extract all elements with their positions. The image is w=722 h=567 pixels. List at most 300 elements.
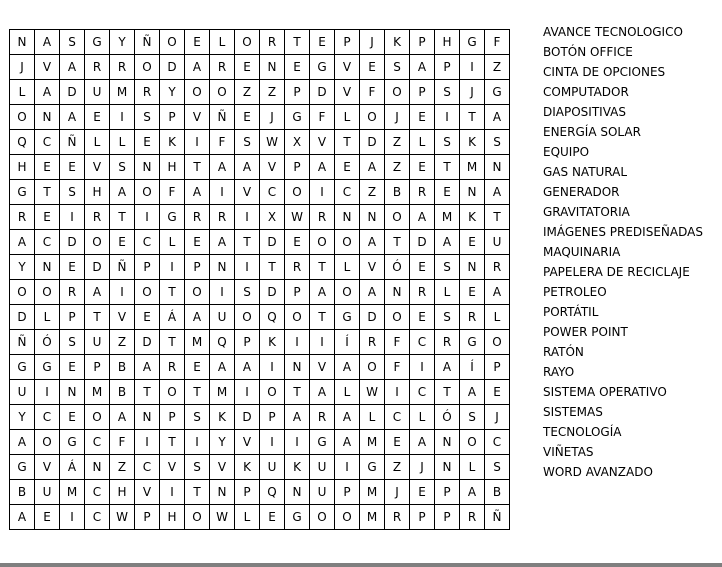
grid-cell[interactable]: D	[60, 80, 85, 105]
grid-cell[interactable]: L	[235, 505, 260, 530]
grid-cell[interactable]: R	[435, 330, 460, 355]
grid-cell[interactable]: T	[135, 380, 160, 405]
grid-cell[interactable]: C	[485, 430, 510, 455]
grid-cell[interactable]: T	[435, 155, 460, 180]
grid-cell[interactable]: O	[385, 205, 410, 230]
grid-cell[interactable]: Z	[485, 55, 510, 80]
grid-cell[interactable]: I	[135, 205, 160, 230]
grid-cell[interactable]: I	[310, 330, 335, 355]
grid-cell[interactable]: R	[485, 255, 510, 280]
grid-cell[interactable]: R	[360, 330, 385, 355]
grid-cell[interactable]: T	[310, 305, 335, 330]
grid-cell[interactable]: J	[385, 105, 410, 130]
grid-cell[interactable]: O	[285, 305, 310, 330]
grid-cell[interactable]: E	[435, 180, 460, 205]
grid-cell[interactable]: I	[235, 255, 260, 280]
grid-cell[interactable]: M	[360, 430, 385, 455]
grid-cell[interactable]: A	[435, 230, 460, 255]
grid-cell[interactable]: M	[435, 205, 460, 230]
grid-cell[interactable]: N	[385, 280, 410, 305]
grid-cell[interactable]: E	[35, 155, 60, 180]
grid-cell[interactable]: Z	[110, 330, 135, 355]
grid-cell[interactable]: K	[285, 455, 310, 480]
grid-cell[interactable]: K	[235, 455, 260, 480]
grid-cell[interactable]: E	[60, 155, 85, 180]
grid-cell[interactable]: D	[60, 230, 85, 255]
grid-cell[interactable]: T	[185, 480, 210, 505]
grid-cell[interactable]: V	[335, 55, 360, 80]
grid-cell[interactable]: I	[435, 105, 460, 130]
grid-cell[interactable]: E	[385, 430, 410, 455]
grid-cell[interactable]: E	[460, 230, 485, 255]
grid-cell[interactable]: N	[460, 255, 485, 280]
grid-cell[interactable]: I	[160, 480, 185, 505]
grid-cell[interactable]: R	[85, 55, 110, 80]
grid-cell[interactable]: U	[485, 230, 510, 255]
grid-cell[interactable]: R	[285, 255, 310, 280]
grid-cell[interactable]: J	[460, 80, 485, 105]
grid-cell[interactable]: Y	[210, 430, 235, 455]
grid-cell[interactable]: P	[285, 280, 310, 305]
grid-cell[interactable]: A	[485, 280, 510, 305]
grid-cell[interactable]: A	[410, 205, 435, 230]
grid-cell[interactable]: V	[360, 255, 385, 280]
grid-cell[interactable]: P	[485, 355, 510, 380]
grid-cell[interactable]: P	[435, 480, 460, 505]
grid-cell[interactable]: G	[60, 430, 85, 455]
grid-cell[interactable]: Q	[260, 480, 285, 505]
grid-cell[interactable]: L	[360, 405, 385, 430]
grid-cell[interactable]: C	[135, 230, 160, 255]
grid-cell[interactable]: S	[185, 455, 210, 480]
grid-cell[interactable]: Ó	[385, 255, 410, 280]
grid-cell[interactable]: R	[385, 505, 410, 530]
grid-cell[interactable]: I	[235, 380, 260, 405]
grid-cell[interactable]: P	[235, 480, 260, 505]
grid-cell[interactable]: Ñ	[10, 330, 35, 355]
grid-cell[interactable]: H	[110, 480, 135, 505]
grid-cell[interactable]: B	[110, 380, 135, 405]
grid-cell[interactable]: J	[410, 455, 435, 480]
grid-cell[interactable]: A	[60, 55, 85, 80]
grid-cell[interactable]: U	[260, 455, 285, 480]
grid-cell[interactable]: N	[135, 155, 160, 180]
grid-cell[interactable]: B	[110, 355, 135, 380]
grid-cell[interactable]: K	[210, 405, 235, 430]
grid-cell[interactable]: W	[260, 130, 285, 155]
grid-cell[interactable]: A	[435, 355, 460, 380]
grid-cell[interactable]: A	[485, 105, 510, 130]
grid-cell[interactable]: A	[10, 505, 35, 530]
grid-cell[interactable]: P	[410, 30, 435, 55]
grid-cell[interactable]: H	[160, 505, 185, 530]
grid-cell[interactable]: O	[485, 330, 510, 355]
grid-cell[interactable]: E	[410, 155, 435, 180]
grid-cell[interactable]: I	[60, 505, 85, 530]
grid-cell[interactable]: O	[185, 80, 210, 105]
grid-cell[interactable]: A	[460, 380, 485, 405]
grid-cell[interactable]: A	[310, 380, 335, 405]
grid-cell[interactable]: E	[35, 205, 60, 230]
grid-cell[interactable]: H	[435, 30, 460, 55]
grid-cell[interactable]: T	[285, 380, 310, 405]
grid-cell[interactable]: U	[310, 480, 335, 505]
grid-cell[interactable]: N	[285, 480, 310, 505]
grid-cell[interactable]: A	[235, 355, 260, 380]
grid-cell[interactable]: A	[135, 355, 160, 380]
grid-cell[interactable]: R	[310, 205, 335, 230]
grid-cell[interactable]: C	[385, 405, 410, 430]
grid-cell[interactable]: O	[260, 380, 285, 405]
grid-cell[interactable]: T	[310, 255, 335, 280]
grid-cell[interactable]: L	[35, 305, 60, 330]
grid-cell[interactable]: E	[485, 380, 510, 405]
grid-cell[interactable]: T	[335, 130, 360, 155]
grid-cell[interactable]: A	[185, 180, 210, 205]
grid-cell[interactable]: O	[135, 280, 160, 305]
grid-cell[interactable]: P	[435, 505, 460, 530]
grid-cell[interactable]: I	[310, 180, 335, 205]
grid-cell[interactable]: C	[410, 330, 435, 355]
grid-cell[interactable]: A	[410, 55, 435, 80]
grid-cell[interactable]: P	[285, 155, 310, 180]
grid-cell[interactable]: I	[260, 430, 285, 455]
grid-cell[interactable]: O	[35, 280, 60, 305]
grid-cell[interactable]: U	[210, 305, 235, 330]
grid-cell[interactable]: A	[185, 55, 210, 80]
grid-cell[interactable]: R	[410, 280, 435, 305]
grid-cell[interactable]: N	[435, 455, 460, 480]
grid-cell[interactable]: Q	[210, 330, 235, 355]
grid-cell[interactable]: Z	[360, 180, 385, 205]
grid-cell[interactable]: A	[360, 280, 385, 305]
grid-cell[interactable]: S	[435, 255, 460, 280]
grid-cell[interactable]: O	[235, 305, 260, 330]
grid-cell[interactable]: A	[310, 155, 335, 180]
grid-cell[interactable]: S	[435, 80, 460, 105]
grid-cell[interactable]: O	[460, 430, 485, 455]
grid-cell[interactable]: V	[210, 455, 235, 480]
grid-cell[interactable]: R	[410, 180, 435, 205]
grid-cell[interactable]: R	[85, 205, 110, 230]
grid-cell[interactable]: P	[435, 55, 460, 80]
grid-cell[interactable]: O	[385, 80, 410, 105]
grid-cell[interactable]: P	[410, 80, 435, 105]
grid-cell[interactable]: N	[85, 455, 110, 480]
grid-cell[interactable]: V	[35, 455, 60, 480]
grid-cell[interactable]: L	[435, 280, 460, 305]
grid-cell[interactable]: P	[85, 355, 110, 380]
grid-cell[interactable]: M	[60, 480, 85, 505]
grid-cell[interactable]: E	[285, 230, 310, 255]
grid-cell[interactable]: N	[135, 405, 160, 430]
grid-cell[interactable]: U	[35, 480, 60, 505]
grid-cell[interactable]: I	[185, 430, 210, 455]
grid-cell[interactable]: Ó	[35, 330, 60, 355]
grid-cell[interactable]: T	[85, 305, 110, 330]
grid-cell[interactable]: S	[185, 405, 210, 430]
grid-cell[interactable]: U	[310, 455, 335, 480]
grid-cell[interactable]: V	[310, 355, 335, 380]
grid-cell[interactable]: O	[135, 180, 160, 205]
grid-cell[interactable]: L	[85, 130, 110, 155]
grid-cell[interactable]: P	[235, 330, 260, 355]
grid-cell[interactable]: L	[335, 105, 360, 130]
grid-cell[interactable]: W	[360, 380, 385, 405]
grid-cell[interactable]: A	[10, 230, 35, 255]
grid-cell[interactable]: N	[260, 55, 285, 80]
grid-cell[interactable]: D	[235, 405, 260, 430]
grid-cell[interactable]: F	[160, 180, 185, 205]
grid-cell[interactable]: V	[35, 55, 60, 80]
grid-cell[interactable]: S	[385, 55, 410, 80]
grid-cell[interactable]: D	[160, 55, 185, 80]
grid-cell[interactable]: D	[360, 305, 385, 330]
grid-cell[interactable]: O	[310, 230, 335, 255]
grid-cell[interactable]: A	[35, 80, 60, 105]
grid-cell[interactable]: P	[135, 255, 160, 280]
grid-cell[interactable]: I	[110, 105, 135, 130]
grid-cell[interactable]: Y	[110, 30, 135, 55]
grid-cell[interactable]: Ñ	[485, 505, 510, 530]
grid-cell[interactable]: X	[285, 130, 310, 155]
grid-cell[interactable]: I	[210, 280, 235, 305]
grid-cell[interactable]: F	[110, 430, 135, 455]
grid-cell[interactable]: S	[435, 130, 460, 155]
grid-cell[interactable]: I	[285, 330, 310, 355]
grid-cell[interactable]: C	[335, 180, 360, 205]
grid-cell[interactable]: M	[360, 480, 385, 505]
grid-cell[interactable]: G	[10, 455, 35, 480]
grid-cell[interactable]: N	[435, 430, 460, 455]
grid-cell[interactable]: T	[285, 30, 310, 55]
grid-cell[interactable]: H	[160, 155, 185, 180]
grid-cell[interactable]: O	[185, 280, 210, 305]
grid-cell[interactable]: L	[110, 130, 135, 155]
grid-cell[interactable]: A	[360, 155, 385, 180]
grid-cell[interactable]: M	[360, 505, 385, 530]
grid-cell[interactable]: A	[110, 180, 135, 205]
grid-cell[interactable]: J	[10, 55, 35, 80]
grid-cell[interactable]: D	[10, 305, 35, 330]
grid-cell[interactable]: P	[285, 80, 310, 105]
grid-cell[interactable]: A	[285, 405, 310, 430]
grid-cell[interactable]: A	[335, 430, 360, 455]
grid-cell[interactable]: E	[410, 305, 435, 330]
grid-cell[interactable]: P	[260, 405, 285, 430]
grid-cell[interactable]: Z	[385, 130, 410, 155]
grid-cell[interactable]: A	[60, 105, 85, 130]
grid-cell[interactable]: I	[110, 280, 135, 305]
grid-cell[interactable]: G	[10, 180, 35, 205]
grid-cell[interactable]: G	[360, 455, 385, 480]
grid-cell[interactable]: V	[185, 105, 210, 130]
grid-cell[interactable]: P	[60, 305, 85, 330]
grid-cell[interactable]: T	[160, 280, 185, 305]
grid-cell[interactable]: A	[310, 280, 335, 305]
grid-cell[interactable]: E	[135, 130, 160, 155]
grid-cell[interactable]: E	[410, 480, 435, 505]
grid-cell[interactable]: L	[335, 255, 360, 280]
grid-cell[interactable]: E	[410, 105, 435, 130]
grid-cell[interactable]: A	[360, 230, 385, 255]
grid-cell[interactable]: P	[135, 505, 160, 530]
grid-cell[interactable]: Y	[10, 405, 35, 430]
grid-cell[interactable]: T	[185, 155, 210, 180]
grid-cell[interactable]: E	[85, 105, 110, 130]
grid-cell[interactable]: F	[385, 330, 410, 355]
grid-cell[interactable]: I	[285, 430, 310, 455]
grid-cell[interactable]: C	[410, 380, 435, 405]
grid-cell[interactable]: S	[235, 280, 260, 305]
grid-cell[interactable]: N	[10, 30, 35, 55]
grid-cell[interactable]: P	[160, 105, 185, 130]
grid-cell[interactable]: T	[160, 330, 185, 355]
grid-cell[interactable]: G	[460, 330, 485, 355]
grid-cell[interactable]: I	[210, 180, 235, 205]
grid-cell[interactable]: O	[85, 405, 110, 430]
grid-cell[interactable]: K	[460, 130, 485, 155]
grid-cell[interactable]: Í	[460, 355, 485, 380]
grid-cell[interactable]: J	[360, 30, 385, 55]
grid-cell[interactable]: G	[35, 355, 60, 380]
grid-cell[interactable]: A	[410, 430, 435, 455]
grid-cell[interactable]: H	[10, 155, 35, 180]
grid-cell[interactable]: T	[385, 230, 410, 255]
grid-cell[interactable]: I	[185, 130, 210, 155]
grid-cell[interactable]: Á	[160, 305, 185, 330]
grid-cell[interactable]: I	[60, 205, 85, 230]
grid-cell[interactable]: M	[460, 155, 485, 180]
grid-cell[interactable]: A	[485, 180, 510, 205]
grid-cell[interactable]: S	[60, 330, 85, 355]
grid-cell[interactable]: V	[335, 80, 360, 105]
grid-cell[interactable]: K	[260, 330, 285, 355]
grid-cell[interactable]: F	[385, 355, 410, 380]
grid-cell[interactable]: P	[185, 255, 210, 280]
grid-cell[interactable]: S	[435, 305, 460, 330]
grid-cell[interactable]: C	[85, 480, 110, 505]
grid-cell[interactable]: O	[360, 355, 385, 380]
grid-cell[interactable]: L	[10, 80, 35, 105]
grid-cell[interactable]: S	[235, 130, 260, 155]
grid-cell[interactable]: I	[460, 55, 485, 80]
grid-cell[interactable]: G	[160, 205, 185, 230]
grid-cell[interactable]: N	[485, 155, 510, 180]
grid-cell[interactable]: Z	[260, 80, 285, 105]
grid-cell[interactable]: V	[85, 155, 110, 180]
grid-cell[interactable]: K	[160, 130, 185, 155]
grid-cell[interactable]: A	[235, 155, 260, 180]
grid-cell[interactable]: L	[410, 130, 435, 155]
grid-cell[interactable]: U	[85, 330, 110, 355]
grid-cell[interactable]: O	[335, 230, 360, 255]
grid-cell[interactable]: T	[235, 230, 260, 255]
grid-cell[interactable]: C	[35, 130, 60, 155]
grid-cell[interactable]: U	[85, 80, 110, 105]
grid-cell[interactable]: E	[185, 230, 210, 255]
grid-cell[interactable]: B	[485, 480, 510, 505]
grid-cell[interactable]: N	[210, 480, 235, 505]
grid-cell[interactable]: O	[160, 380, 185, 405]
grid-cell[interactable]: Á	[60, 455, 85, 480]
grid-cell[interactable]: M	[210, 380, 235, 405]
grid-cell[interactable]: S	[110, 155, 135, 180]
grid-cell[interactable]: G	[10, 355, 35, 380]
grid-cell[interactable]: E	[135, 305, 160, 330]
grid-cell[interactable]: R	[260, 30, 285, 55]
grid-cell[interactable]: S	[485, 455, 510, 480]
grid-cell[interactable]: O	[210, 80, 235, 105]
grid-cell[interactable]: C	[85, 430, 110, 455]
grid-cell[interactable]: L	[335, 380, 360, 405]
grid-cell[interactable]: S	[60, 180, 85, 205]
grid-cell[interactable]: E	[60, 405, 85, 430]
grid-cell[interactable]: L	[160, 230, 185, 255]
grid-cell[interactable]: U	[10, 380, 35, 405]
grid-cell[interactable]: E	[460, 280, 485, 305]
grid-cell[interactable]: I	[235, 205, 260, 230]
grid-cell[interactable]: Ó	[435, 405, 460, 430]
grid-cell[interactable]: J	[385, 480, 410, 505]
grid-cell[interactable]: E	[185, 30, 210, 55]
grid-cell[interactable]: G	[285, 105, 310, 130]
grid-cell[interactable]: O	[160, 30, 185, 55]
grid-cell[interactable]: E	[235, 105, 260, 130]
grid-cell[interactable]: G	[285, 505, 310, 530]
grid-cell[interactable]: Z	[385, 455, 410, 480]
grid-cell[interactable]: O	[285, 180, 310, 205]
grid-cell[interactable]: R	[60, 280, 85, 305]
grid-cell[interactable]: A	[85, 280, 110, 305]
grid-cell[interactable]: O	[335, 505, 360, 530]
grid-cell[interactable]: L	[210, 30, 235, 55]
grid-cell[interactable]: T	[35, 180, 60, 205]
grid-cell[interactable]: A	[185, 305, 210, 330]
grid-cell[interactable]: V	[310, 130, 335, 155]
grid-cell[interactable]: R	[135, 80, 160, 105]
grid-cell[interactable]: Ñ	[210, 105, 235, 130]
grid-cell[interactable]: O	[235, 30, 260, 55]
grid-cell[interactable]: E	[185, 355, 210, 380]
grid-cell[interactable]: V	[135, 480, 160, 505]
grid-cell[interactable]: R	[185, 205, 210, 230]
grid-cell[interactable]: O	[335, 280, 360, 305]
grid-cell[interactable]: O	[310, 505, 335, 530]
grid-cell[interactable]: Í	[335, 330, 360, 355]
grid-cell[interactable]: A	[210, 230, 235, 255]
grid-cell[interactable]: E	[35, 505, 60, 530]
grid-cell[interactable]: D	[135, 330, 160, 355]
grid-cell[interactable]: F	[485, 30, 510, 55]
grid-cell[interactable]: O	[135, 55, 160, 80]
grid-cell[interactable]: S	[485, 130, 510, 155]
grid-cell[interactable]: H	[85, 180, 110, 205]
grid-cell[interactable]: D	[85, 255, 110, 280]
grid-cell[interactable]: R	[210, 205, 235, 230]
grid-cell[interactable]: C	[35, 230, 60, 255]
grid-cell[interactable]: Y	[160, 80, 185, 105]
grid-cell[interactable]: W	[210, 505, 235, 530]
grid-cell[interactable]: C	[35, 405, 60, 430]
grid-cell[interactable]: C	[85, 505, 110, 530]
grid-cell[interactable]: F	[360, 80, 385, 105]
grid-cell[interactable]: A	[10, 430, 35, 455]
grid-cell[interactable]: T	[485, 205, 510, 230]
grid-cell[interactable]: E	[410, 255, 435, 280]
grid-cell[interactable]: G	[335, 305, 360, 330]
grid-cell[interactable]: A	[335, 405, 360, 430]
